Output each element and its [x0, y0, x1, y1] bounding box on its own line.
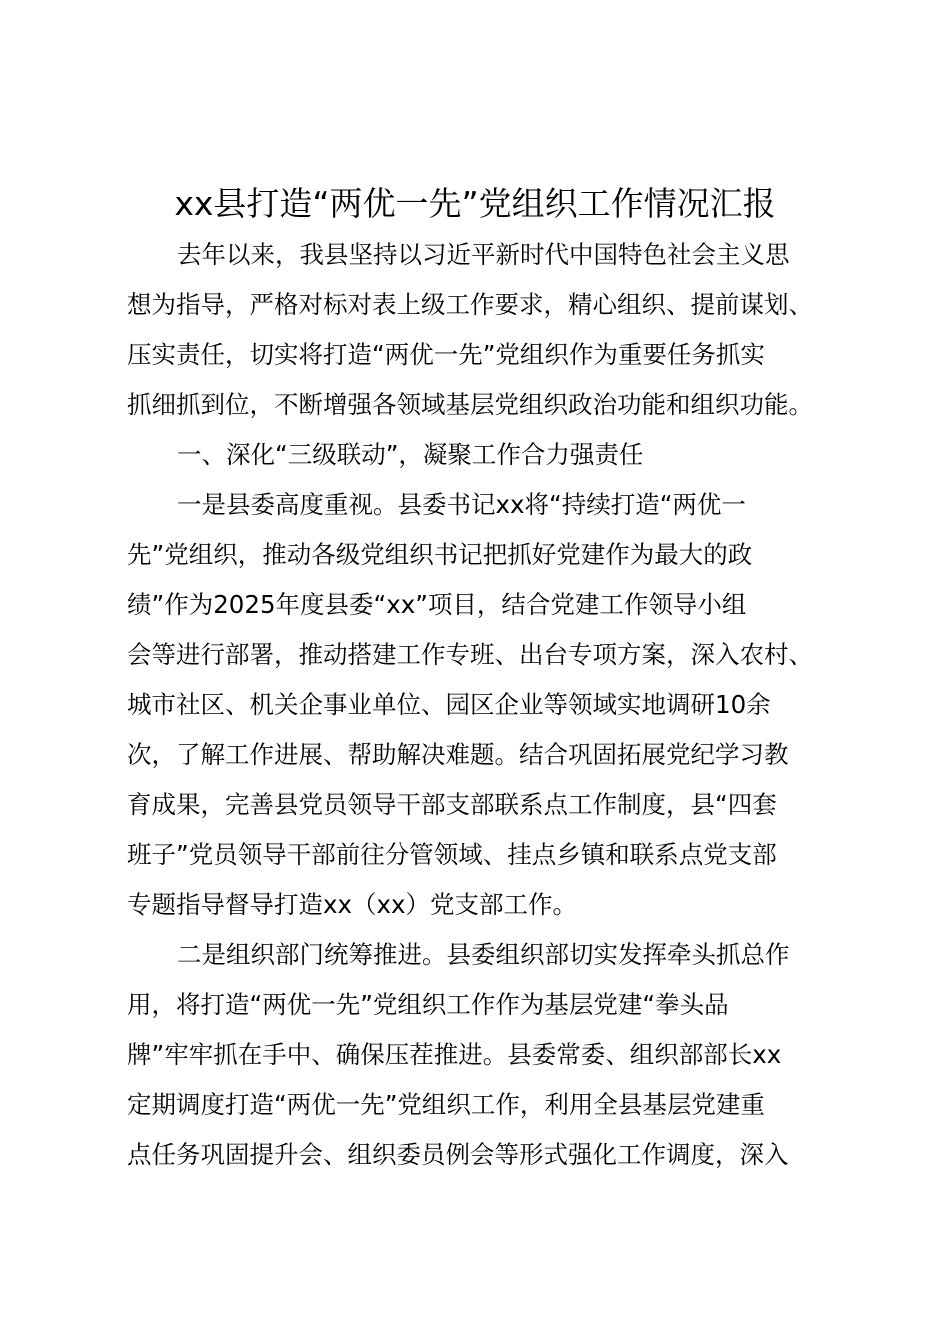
text-line: 抓细抓到位，不断增强各领域基层党组织政治功能和组织功能。	[127, 390, 813, 419]
intro-paragraph	[127, 230, 831, 430]
text-line: 点任务巩固提升会、组织委员例会等形式强化工作调度，深入	[127, 1140, 789, 1169]
text-line: 专题指导督导打造xx（xx）党支部工作。	[127, 890, 577, 919]
text-line: 牌”牢牢抓在手中、确保压茬推进。县委常委、组织部部长xx	[127, 1040, 782, 1069]
body-paragraph	[127, 930, 831, 1180]
text-line: 绩”作为2025年度县委“xx”项目，结合党建工作领导小组	[127, 590, 747, 619]
text-line: 会等进行部署，推动搭建工作专班、出台专项方案，深入农村、	[127, 640, 813, 669]
body-paragraph	[127, 480, 831, 930]
document-body	[127, 230, 831, 1180]
text-line: 压实责任，切实将打造“两优一先”党组织作为重要任务抓实	[127, 340, 765, 369]
text-line: 城市社区、机关企事业单位、园区企业等领域实地调研10余	[127, 690, 771, 719]
document-title: xx县打造“两优一先”党组织工作情况汇报	[174, 184, 776, 223]
section-heading	[127, 430, 831, 480]
text-line: 次，了解工作进展、帮助解决难题。结合巩固拓展党纪学习教	[127, 740, 789, 769]
text-line: 班子”党员领导干部前往分管领域、挂点乡镇和联系点党支部	[127, 840, 777, 869]
text-line: 用，将打造“两优一先”党组织工作作为基层党建“拳头品	[127, 990, 729, 1019]
text-line: 先”党组织，推动各级党组织书记把抓好党建作为最大的政	[127, 540, 753, 569]
heading-line: 一、深化“三级联动”，凝聚工作合力强责任	[177, 440, 644, 469]
text-line: 一是县委高度重视。县委书记xx将“持续打造“两优一	[177, 490, 746, 519]
text-line: 二是组织部门统筹推进。县委组织部切实发挥牵头抓总作	[177, 940, 790, 969]
text-line: 想为指导，严格对标对表上级工作要求，精心组织、提前谋划、	[127, 290, 813, 319]
text-line: 定期调度打造“两优一先”党组织工作，利用全县基层党建重	[127, 1090, 765, 1119]
text-line: 去年以来，我县坚持以习近平新时代中国特色社会主义思	[177, 240, 790, 269]
text-line: 育成果，完善县党员领导干部支部联系点工作制度，县“四套	[127, 790, 777, 819]
